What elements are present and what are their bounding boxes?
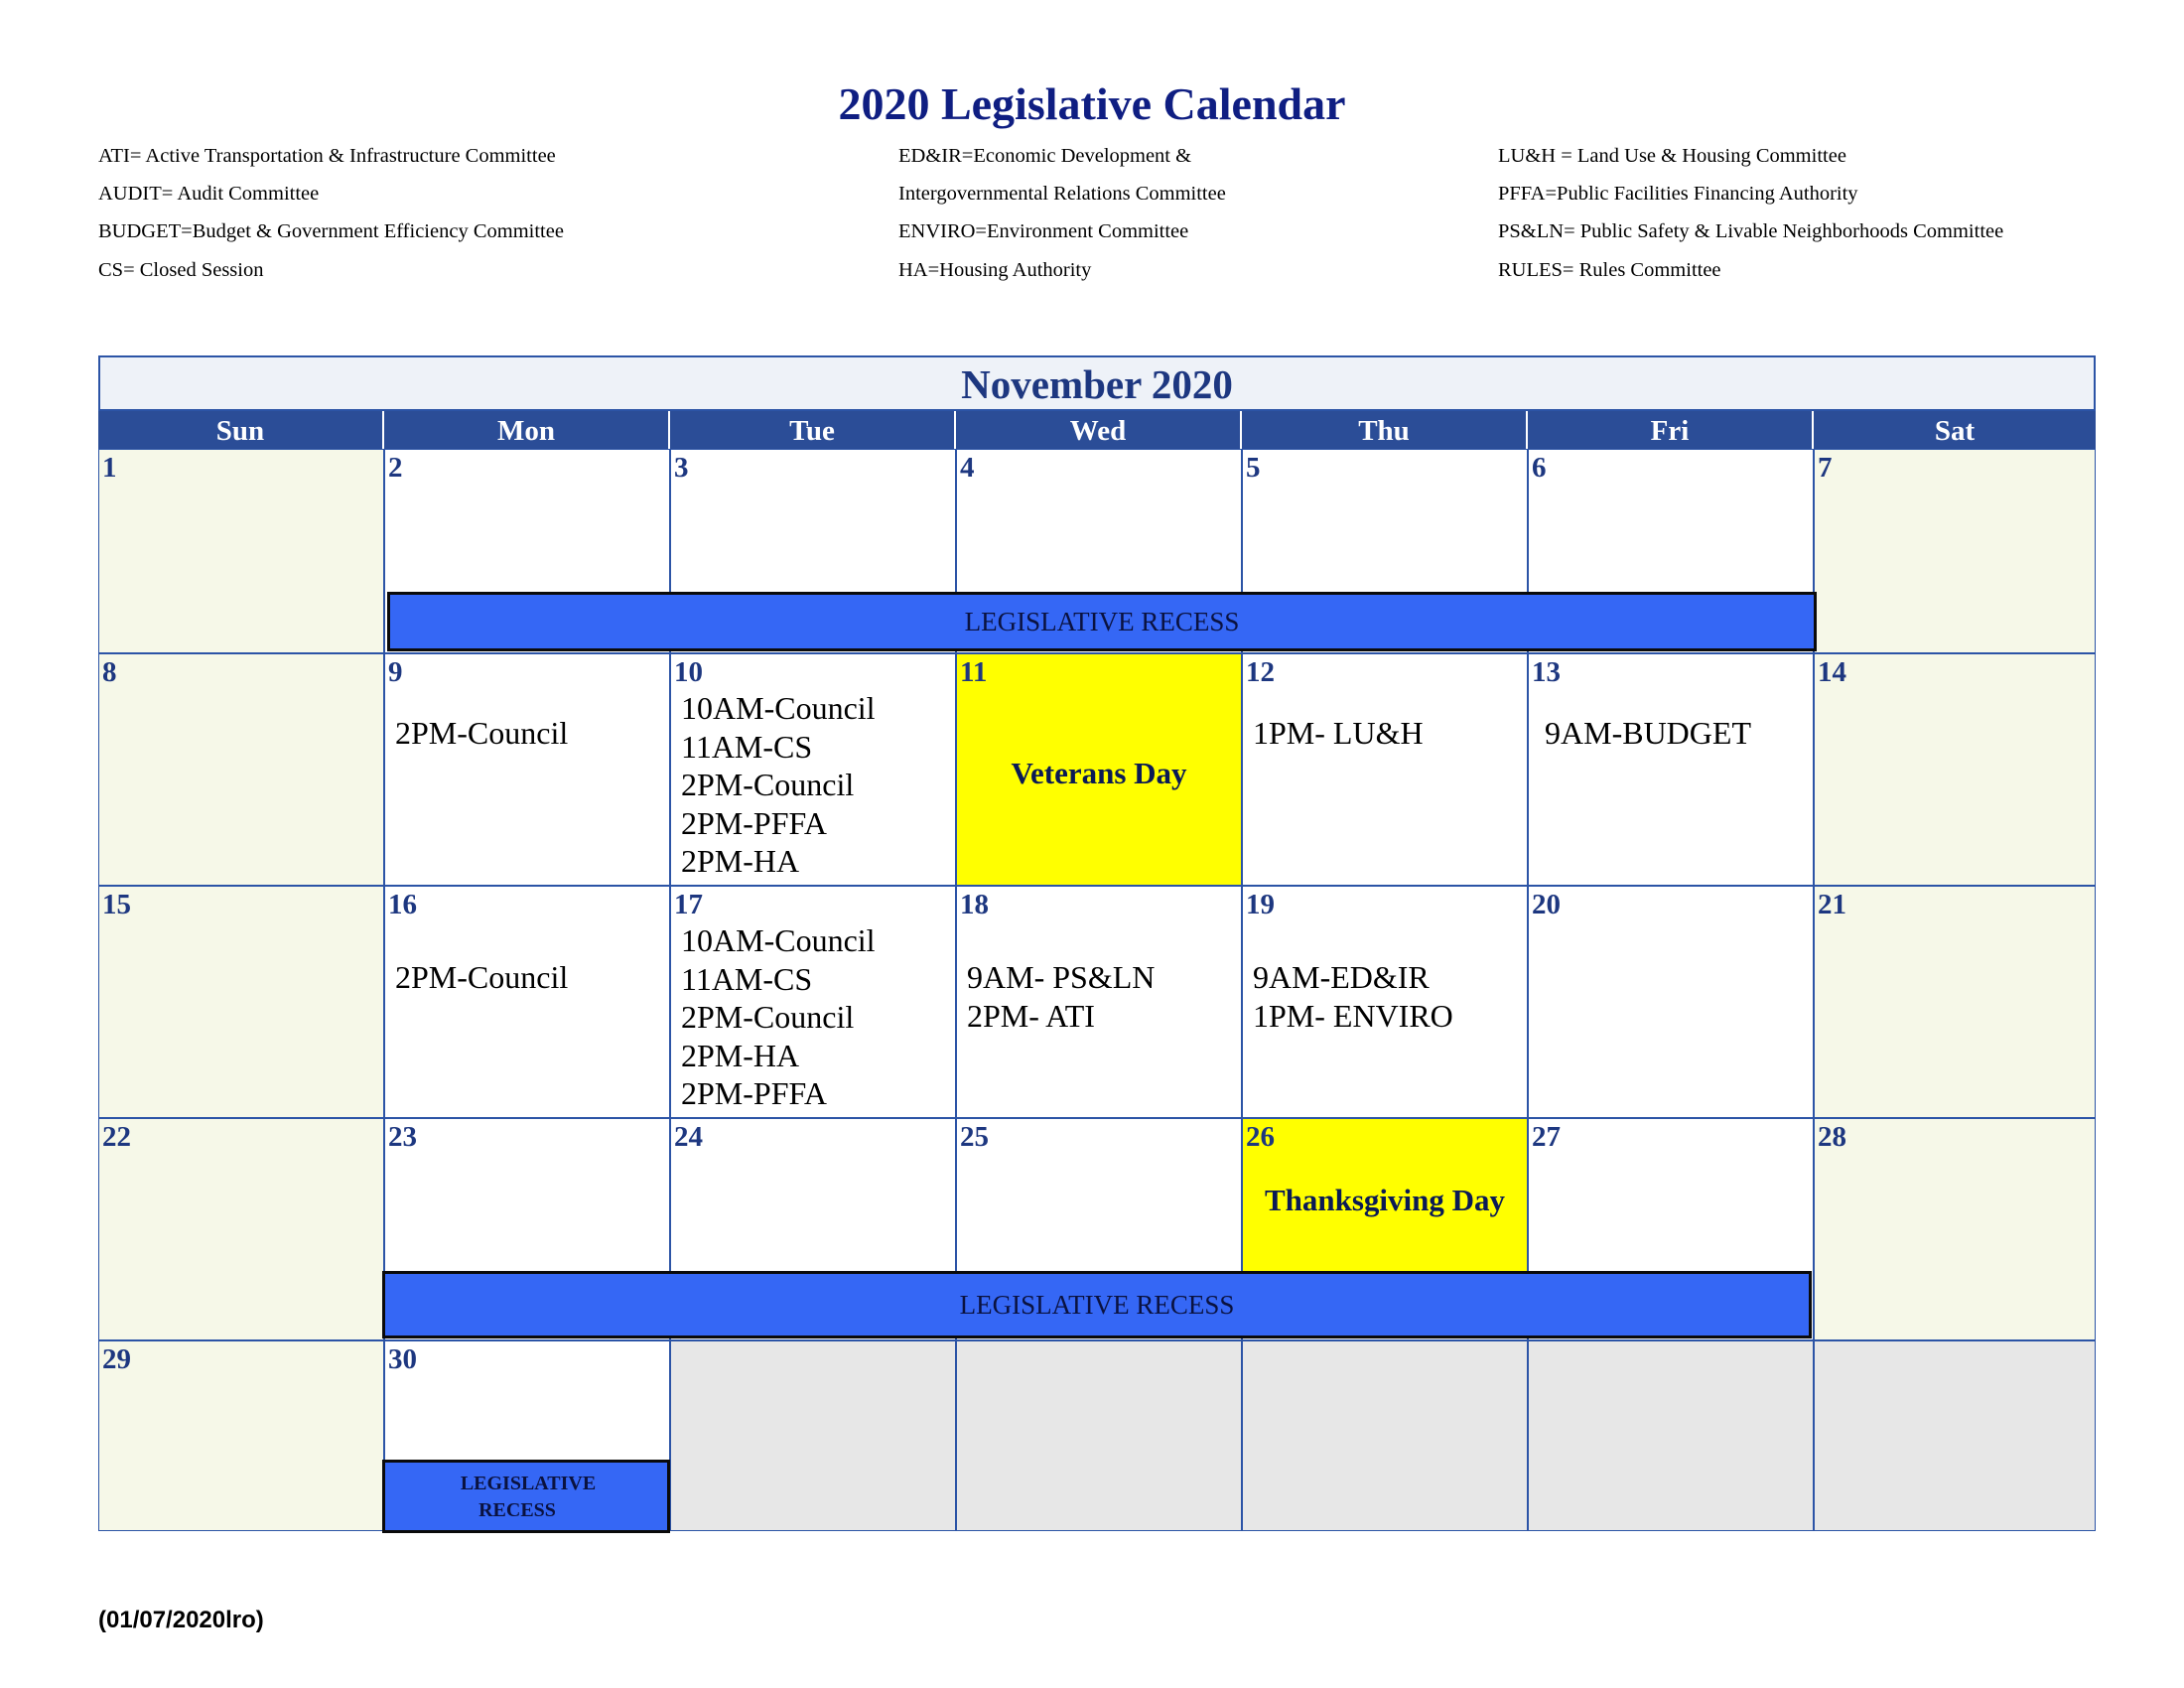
day-cell-28[interactable] (1814, 1118, 2096, 1340)
day-cell-10[interactable] (670, 653, 956, 886)
day-cell-14[interactable] (1814, 653, 2096, 886)
day-number: 20 (1532, 889, 1561, 920)
event-item[interactable]: 2PM-Council (395, 959, 569, 995)
holiday-label-veterans-day: Veterans Day (1011, 756, 1187, 790)
day-cell-9[interactable] (384, 653, 670, 886)
event-item[interactable]: 11AM-CS (681, 728, 813, 765)
day-number: 5 (1246, 452, 1261, 484)
event-item[interactable]: 9AM-BUDGET (1545, 715, 1751, 751)
day-number: 11 (960, 656, 988, 688)
holiday-label-thanksgiving: Thanksgiving Day (1264, 1183, 1506, 1217)
weekday-fri: Fri (1528, 411, 1812, 449)
legend-budget: BUDGET=Budget & Government Efficiency Committee (98, 220, 564, 242)
day-number: 14 (1818, 656, 1846, 688)
day-cell-18[interactable] (956, 886, 1242, 1118)
event-item[interactable]: 2PM-HA (681, 843, 800, 879)
event-item[interactable]: 9AM-ED&IR (1253, 959, 1430, 995)
event-item[interactable]: 2PM-PFFA (681, 1075, 828, 1111)
day-number: 1 (102, 452, 117, 484)
event-item[interactable]: 2PM-PFFA (681, 804, 828, 841)
day-number: 19 (1246, 889, 1275, 920)
event-item[interactable]: 10AM-Council (681, 922, 876, 958)
legislative-recess-bar-week1: LEGISLATIVE RECESS (387, 592, 1817, 651)
empty-cell (956, 1340, 1242, 1531)
revision-code: (01/07/2020lro) (98, 1607, 264, 1633)
event-item[interactable]: 2PM- ATI (967, 997, 1095, 1034)
day-number: 15 (102, 889, 131, 920)
weekday-mon: Mon (384, 411, 668, 449)
day-number: 2 (388, 452, 403, 484)
empty-cell (670, 1340, 956, 1531)
day-number: 16 (388, 889, 417, 920)
legend-edir-line2: Intergovernmental Relations Committee (898, 183, 1226, 205)
day-number: 29 (102, 1343, 131, 1375)
day-cell-29[interactable] (98, 1340, 384, 1531)
day-number: 28 (1818, 1121, 1846, 1153)
legend-enviro: ENVIRO=Environment Committee (898, 220, 1189, 242)
page-title: 2020 Legislative Calendar (838, 78, 1346, 129)
day-number: 4 (960, 452, 975, 484)
day-number: 24 (674, 1121, 703, 1153)
day-number: 8 (102, 656, 117, 688)
day-cell-20[interactable] (1528, 886, 1814, 1118)
legend-rules: RULES= Rules Committee (1498, 259, 1721, 281)
day-cell-13[interactable] (1528, 653, 1814, 886)
day-cell-7[interactable] (1814, 449, 2096, 653)
day-cell-12[interactable] (1242, 653, 1528, 886)
day-cell-1[interactable] (98, 449, 384, 653)
day-number: 9 (388, 656, 403, 688)
day-number: 21 (1818, 889, 1846, 920)
weekday-tue: Tue (670, 411, 954, 449)
day-cell-16[interactable] (384, 886, 670, 1118)
day-number: 6 (1532, 452, 1547, 484)
legislative-recess-bar-week5 (382, 1460, 670, 1533)
day-number: 30 (388, 1343, 417, 1375)
day-cell-15[interactable] (98, 886, 384, 1118)
event-item[interactable]: 2PM-Council (395, 715, 569, 751)
recess-label-line1: LEGISLATIVE (460, 1473, 597, 1494)
calendar (98, 355, 2096, 1531)
legend-cs: CS= Closed Session (98, 259, 264, 281)
day-number: 26 (1246, 1121, 1275, 1153)
event-item[interactable]: 2PM-HA (681, 1037, 800, 1073)
event-item[interactable]: 1PM- ENVIRO (1253, 997, 1453, 1034)
empty-cell (1814, 1340, 2096, 1531)
legend-audit: AUDIT= Audit Committee (98, 183, 320, 205)
legislative-recess-bar-week4: LEGISLATIVE RECESS (382, 1271, 1812, 1338)
event-item[interactable]: 2PM-Council (681, 767, 855, 802)
day-number: 10 (674, 656, 703, 688)
day-number: 18 (960, 889, 989, 920)
legend-luh: LU&H = Land Use & Housing Committee (1498, 145, 1846, 167)
legend-edir-line1: ED&IR=Economic Development & (898, 145, 1192, 167)
day-cell-22[interactable] (98, 1118, 384, 1340)
day-number: 13 (1532, 656, 1561, 688)
event-item[interactable]: 9AM- PS&LN (967, 959, 1156, 995)
day-number: 25 (960, 1121, 989, 1153)
day-number: 12 (1246, 656, 1275, 688)
weekday-sat: Sat (1814, 411, 2096, 449)
legend-psln: PS&LN= Public Safety & Livable Neighborhoods Committee (1498, 220, 2004, 242)
day-cell-8[interactable] (98, 653, 384, 886)
day-number: 3 (674, 452, 689, 484)
weekday-wed: Wed (956, 411, 1240, 449)
month-title: November 2020 (961, 361, 1233, 407)
event-item[interactable]: 2PM-Council (681, 999, 855, 1035)
event-item[interactable]: 11AM-CS (681, 960, 813, 997)
day-cell-21[interactable] (1814, 886, 2096, 1118)
event-item[interactable]: 1PM- LU&H (1253, 715, 1424, 751)
day-number: 23 (388, 1121, 417, 1153)
day-cell-19[interactable] (1242, 886, 1528, 1118)
day-number: 17 (674, 889, 703, 920)
day-number: 7 (1818, 452, 1833, 484)
weekday-header-row (98, 411, 2096, 449)
legend-pffa: PFFA=Public Facilities Financing Authority (1498, 183, 1858, 205)
legend-ha: HA=Housing Authority (898, 259, 1092, 281)
empty-cell (1242, 1340, 1528, 1531)
weekday-sun: Sun (98, 411, 382, 449)
day-number: 22 (102, 1121, 131, 1153)
day-cell-11[interactable] (956, 653, 1242, 886)
empty-cell (1528, 1340, 1814, 1531)
weekday-thu: Thu (1242, 411, 1526, 449)
day-number: 27 (1532, 1121, 1561, 1153)
day-cell-17[interactable] (670, 886, 956, 1118)
event-item[interactable]: 10AM-Council (681, 690, 876, 726)
legend-ati: ATI= Active Transportation & Infrastructure Committee (98, 145, 556, 167)
recess-label-line2: RECESS (478, 1499, 556, 1521)
